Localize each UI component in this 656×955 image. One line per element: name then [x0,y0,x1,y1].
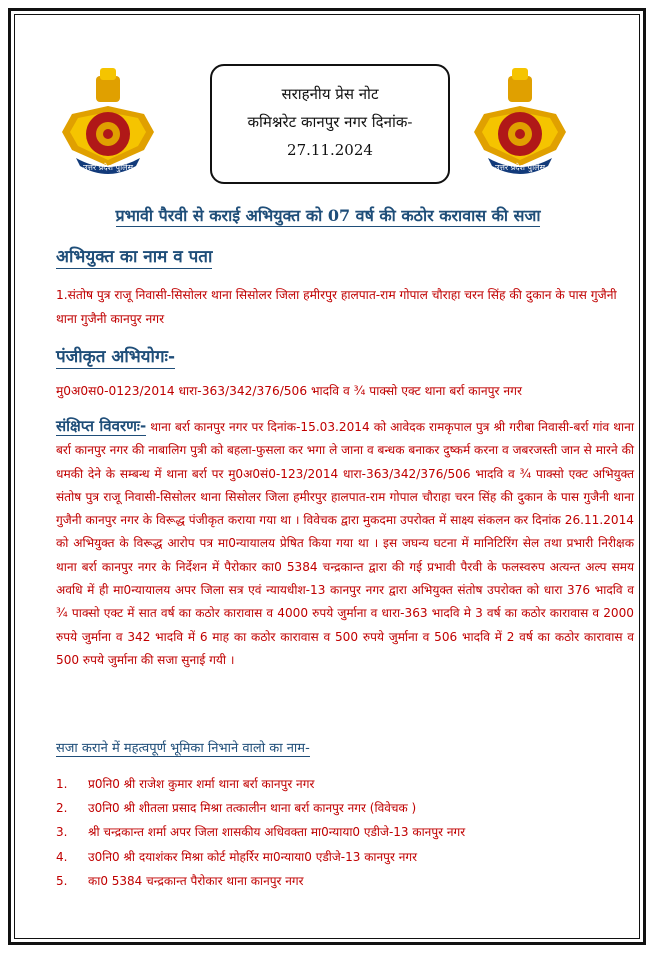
up-police-emblem-right [468,62,572,180]
emblem-text-left: उत्तर प्रदेश पुलिस [83,163,133,172]
list-item-text: प्र0नि0 श्री राजेश कुमार शर्मा थाना बर्रा कानपुर नगर [88,777,315,791]
registered-case-title [56,344,175,367]
list-item [56,845,465,869]
roles-title-text: सजा कराने में महत्वपूर्ण भूमिका निभाने वालो का नाम- [56,741,310,756]
list-item [56,796,465,820]
summary-label-text: संक्षिप्त विवरणः- [56,417,147,435]
accused-section-title [56,244,212,267]
registered-case-details: मु0अ0स0-0123/2014 धारा-363/342/376/506 भादवि व ¾ पाक्सो एक्ट थाना बर्रा कानपुर नगर [56,384,522,398]
press-note-header-box [210,64,450,184]
list-item-text: उ0नि0 श्री शीतला प्रसाद मिश्रा तत्कालीन थाना बर्रा कानपुर नगर (विवेचक ) [88,801,417,816]
summary-paragraph [56,415,634,672]
headline-text: प्रभावी पैरवी से कराई अभियुक्त को 07 वर्ष की कठोर करावास की सजा [115,206,541,225]
accused-details: 1.संतोष पुत्र राजू निवासी-सिसोलर थाना सिसोलर जिला हमीरपुर हालपात-राम गोपाल चौराहा चरन सिंह की दुकान के पास गुजैनी थाना गुजैनी कानपुर नगर [56,288,617,326]
emblem-text-right: उत्तर प्रदेश पुलिस [495,163,545,172]
list-item-number: 3. [56,825,68,840]
list-item-text: उ0नि0 श्री दयाशंकर मिश्रा कोर्ट मोहर्रिर मा0न्याया0 एडीजे-13 कानपुर नगर [88,849,418,864]
up-police-emblem-left [56,62,160,180]
list-item-text: का0 5384 चन्द्रकान्त पैरोकार थाना कानपुर नगर [88,873,304,888]
press-note-subtitle: कमिश्नरेट कानपुर नगर दिनांक- [247,113,413,131]
accused-title-text: अभियुक्त का नाम व पता [56,247,213,267]
list-item-number: 4. [56,849,68,864]
list-item [56,820,465,844]
summary-label [56,417,146,436]
press-note-date: 27.11.2024 [287,141,373,159]
list-item [56,869,465,893]
summary-text: थाना बर्रा कानपुर नगर पर दिनांक-15.03.2014 को आवेदक रामकृपाल पुत्र श्री गरीबा निवासी-बर्रा गांव थाना बर्रा कानपुर नगर की नाबालिग पुत्री को बहला-फुसला कर भगा ले जाना व बन्धक बनाकर दुष्कर्म करना व जबरजस्ती जान से मारने की धमकी देने के सम्बन्ध में थाना बर्रा पर मु0अ0सं0-123/2014 धारा-363/342/376/506 भादवि व ¾ पाक्सो एक्ट अभियुक्त संतोष पुत्र राजू निवासी-सिसोलर थाना सिसोलर जिला हमीरपुर हालपात-राम गोपाल चौराहा चरन सिंह की दुकान के पास गुजैनी थाना गुजैनी कानपुर नगर के विरूद्ध पंजीकृत कराया गया था । विवेचक द्वारा मुकदमा उपरोक्त में साक्ष्य संकलन कर दिनांक 26.11.2014 को अभियुक्त के विरूद्ध आरोप पत्र मा0न्यायालय प्रेषित किया गया था । इस जघन्य घटना में मानिटिरिंग सेल तथा प्रभारी निरीक्षक थाना बर्रा कानपुर नगर के निर्देशन में पैरोकार का0 5384 चन्द्रकान्त द्वारा की गई प्रभावी पैरवी के फलस्वरुप अत्यन्त अल्प समय अवधि में ही मा0न्यायालय अपर जिला सत्र एवं न्यायधीश-13 कानपुर नगर द्वारा अभियुक्त संतोष उपरोक्त को धारा 376 भादवि व ¾ पाक्सो एक्ट में सात वर्ष का कठोर कारावास व 4000 रुपये जुर्माना व धारा-363 भादवि मे 3 वर्ष का कठोर कारावास व 2000 रुपये जुर्माना व 342 भादवि में 6 माह का कठोर कारावास व 500 रुपये जुर्माना व 506 भादवि में 2 वर्ष का कठोर कारावास व 500 रुपये जुर्माना की सजा सुनाई गयी । [56,420,634,667]
roles-title [56,738,310,756]
list-item-number: 5. [56,873,68,888]
list-item-number: 2. [56,801,68,816]
headline [40,204,616,226]
list-item-number: 1. [56,777,68,791]
list-item [56,772,465,796]
registered-title-text: पंजीकृत अभियोगः- [56,347,176,367]
list-item-text: श्री चन्द्रकान्त शर्मा अपर जिला शासकीय अधिवक्ता मा0न्याया0 एडीजे-13 कानपुर नगर [88,825,466,840]
roles-list [56,772,465,893]
press-note-title: सराहनीय प्रेस नोट [281,85,379,103]
